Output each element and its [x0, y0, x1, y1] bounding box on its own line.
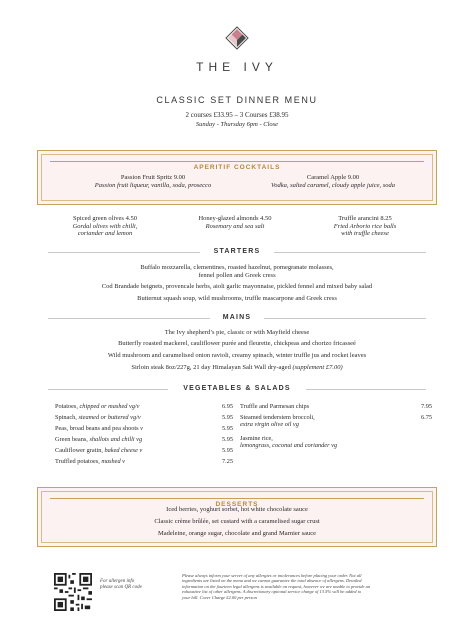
veg-desc: lemongrass, coconut and coriander vg [240, 442, 338, 450]
desserts-panel [37, 487, 437, 547]
menu-title: CLASSIC SET DINNER MENU [156, 95, 318, 105]
steak-supplement: (supplement £7.00) [292, 364, 343, 371]
mains-heading: MAINS [222, 314, 252, 321]
veg-item [55, 458, 235, 465]
starter-item: Butternut squash soup, wild mushrooms, truffle mascarpone and Greek cress [137, 295, 337, 302]
main-item: Butterfly roasted mackerel, cauliflower purée and fleurette, chickpeas and chorizo fricasseé [118, 340, 356, 347]
qr-code-icon[interactable] [54, 573, 92, 611]
aperitif-item [253, 174, 413, 189]
veg-price: 5.95 [221, 436, 233, 443]
starter-item: Buffalo mozzarella, clementines, roasted hazelnut, pomegranate molasses, [140, 264, 334, 271]
dessert-item: Madeleine, orange sugar, chocolate and grand Marnier sauce [157, 530, 316, 537]
veg-name: Truffle and Parmesan chips [240, 403, 310, 410]
nibble-desc: Fried Arborio rice balls [333, 222, 397, 230]
veg-desc: v [140, 425, 143, 432]
brand-name: THE IVY [196, 60, 278, 74]
starter-item: Cod Brandade beignets, provencale herbs, aioli garlic mayonnaise, pickled fennel and mixed baby salad [101, 283, 373, 290]
dessert-item: Classic crème brûlée, set custard with a caramelised sugar crust [154, 518, 320, 525]
nibble-item [305, 215, 425, 238]
starters-heading: STARTERS [213, 248, 261, 255]
nibble-name: Honey-glazed almonds 4.50 [198, 215, 272, 222]
nibble-name: Spiced green olives 4.50 [73, 215, 137, 222]
aperitif-item-name: Passion Fruit Spritz 9.00 [120, 174, 186, 181]
diamond-logo-icon [225, 26, 249, 56]
veg-name: Spinach, [55, 414, 77, 421]
veg-item [240, 435, 420, 450]
aperitif-item [78, 174, 228, 189]
veg-item [55, 403, 235, 410]
nibble-desc: coriander and lemon [77, 230, 133, 237]
veg-price: 7.25 [221, 458, 233, 465]
starter-item: fennel pollen and Greek cress [198, 272, 276, 279]
veg-name: Steamed tenderstem broccoli, [240, 414, 315, 421]
veg-name: Potatoes, [55, 403, 78, 410]
nibble-desc: Rosemary and sea salt [205, 222, 265, 230]
allergen-line: please scan QR code [100, 585, 142, 590]
veg-name: Cauliflower gratin, [55, 447, 103, 454]
mains-heading-row [0, 314, 474, 321]
steak-text: Sirloin steak 8oz/227g, 21 day Himalayan Salt Wall dry-aged [131, 364, 291, 371]
veg-heading: VEGETABLES & SALADS [183, 385, 291, 392]
aperitif-item-desc: Passion fruit liqueur, vanilla, soda, prosecco [94, 181, 212, 189]
notice-line: Please always inform your server of any allergies or intolerances before placing your order. Not all [182, 573, 362, 578]
veg-price: 5.95 [221, 447, 233, 454]
notice-line: your bill. Cover Charge £2.00 per person [182, 594, 257, 600]
veg-item [55, 425, 235, 432]
veg-item [55, 414, 235, 421]
veg-desc: shallots and chilli vg [89, 436, 143, 443]
desserts-heading: DESSERTS [207, 501, 266, 508]
nibble-item [175, 215, 295, 230]
ivy-logo [0, 26, 474, 56]
main-item-steak [30, 364, 444, 372]
aperitif-heading: APERITIF COCKTAILS [186, 164, 289, 171]
main-item: The Ivy shepherd’s pie, classic or with Mayfield cheese [164, 329, 310, 336]
veg-desc: extra virgin olive oil vg [240, 421, 299, 429]
veg-desc: mashed v [101, 458, 125, 465]
aperitif-panel [37, 150, 437, 205]
veg-desc: baked cheese v [104, 447, 143, 454]
aperitif-item-desc: Vodka, salted caramel, cloudy apple juice, soda [270, 181, 395, 189]
veg-item [240, 414, 432, 429]
notice-line: information on the fourteen legal allergens is available on request, however we are unable to provide an [182, 583, 371, 589]
nibble-desc: Gordal olives with chilli, [72, 222, 138, 230]
menu-prices: 2 courses £33.95 – 3 Courses £38.95 [185, 111, 289, 119]
veg-item [55, 447, 235, 454]
aperitif-heading-row [38, 156, 436, 174]
veg-item [55, 436, 235, 443]
veg-name: Green beans, [55, 436, 88, 443]
veg-price: 6.75 [420, 414, 432, 421]
starters-heading-row [0, 248, 474, 255]
veg-price: 5.95 [221, 414, 233, 421]
menu-times: Sunday - Thursday 6pm - Close [195, 121, 279, 128]
nibble-item [45, 215, 165, 238]
veg-name: Truffled potatoes, [55, 458, 100, 465]
veg-desc: chipped or mashed vg/v [79, 403, 140, 410]
veg-price: 6.95 [221, 403, 233, 410]
nibble-desc: with truffle cheese [341, 230, 389, 237]
allergy-notice [182, 573, 440, 600]
dessert-item: Iced berries, yoghurt sorbet, hot white chocolate sauce [166, 506, 308, 513]
aperitif-item-name: Caramel Apple 9.00 [306, 174, 360, 181]
veg-heading-row [0, 385, 474, 392]
veg-name: Peas, broad beans and pea shoots [55, 425, 139, 432]
allergen-line: For allergen info [100, 579, 135, 584]
nibble-name: Truffle arancini 8.25 [338, 215, 392, 222]
veg-price: 7.95 [420, 403, 432, 410]
allergen-info [100, 579, 142, 591]
notice-line: ingredients are listed on the menu and we cannot guarantee the total absence of allergens. Detailed [182, 578, 362, 584]
veg-price: 5.95 [221, 425, 233, 432]
notice-line: exhaustive list of other allergens. A discretionary optional service charge of 13.5% will be added to [182, 589, 362, 595]
veg-name: Jasmine rice, [240, 435, 273, 442]
veg-item [240, 403, 432, 410]
main-item: Wild mushroom and caramelised onion ravioli, creamy spinach, winter truffle jus and rocket leaves [107, 352, 367, 359]
veg-desc: steamed or buttered vg/v [78, 414, 141, 421]
